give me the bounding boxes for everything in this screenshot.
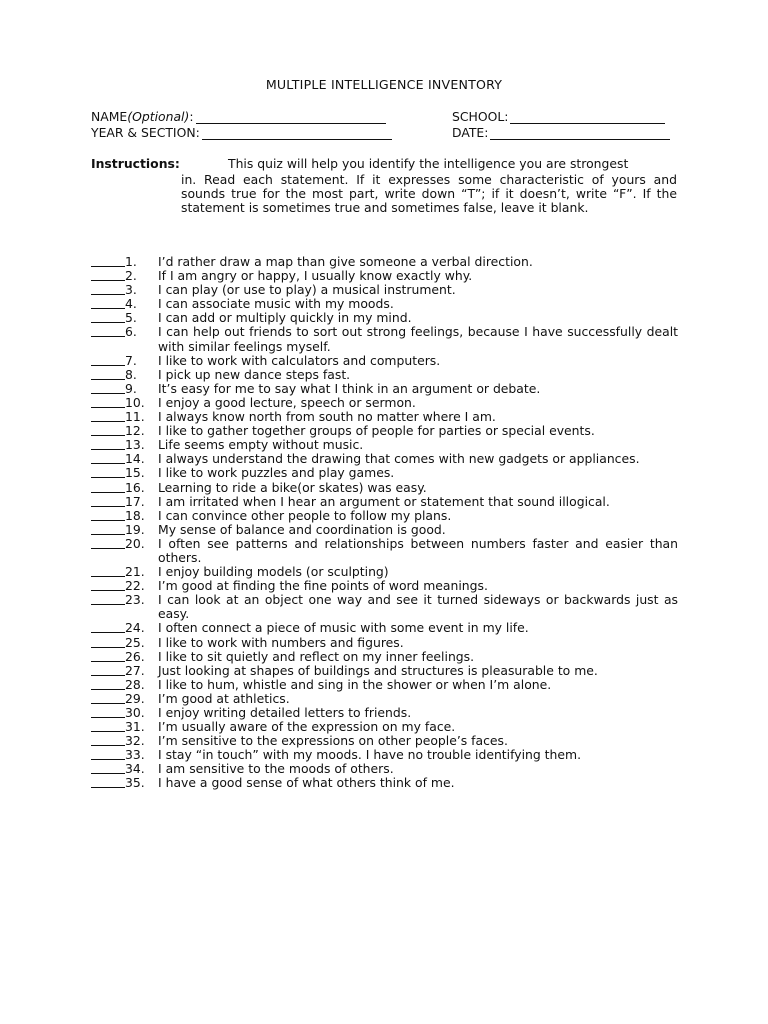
answer-blank[interactable] bbox=[91, 466, 125, 478]
statement-number: 2. bbox=[125, 268, 137, 284]
statement-number: 31. bbox=[125, 719, 145, 735]
statement-item bbox=[91, 509, 678, 523]
instructions-label: Instructions: bbox=[91, 156, 180, 171]
statement-item bbox=[91, 650, 678, 664]
answer-blank[interactable] bbox=[91, 523, 125, 535]
statement-text: Just looking at shapes of buildings and structures is pleasurable to me. bbox=[158, 662, 598, 678]
page-title: MULTIPLE INTELLIGENCE INVENTORY bbox=[265, 77, 503, 92]
statement-text: I can convince other people to follow my plans. bbox=[158, 507, 452, 523]
statement-item bbox=[91, 410, 678, 424]
statement-item bbox=[91, 664, 678, 678]
statement-item bbox=[91, 565, 678, 579]
statement-text: I am sensitive to the moods of others. bbox=[158, 761, 394, 777]
statement-item bbox=[91, 297, 678, 311]
statement-text: I’m sensitive to the expressions on other people’s faces. bbox=[158, 733, 508, 749]
statement-text: I like to work with calculators and computers. bbox=[158, 352, 441, 368]
statement-number: 26. bbox=[125, 648, 145, 664]
statement-text: I enjoy writing detailed letters to friends. bbox=[158, 705, 412, 720]
statement-text: I pick up new dance steps fast. bbox=[158, 366, 351, 382]
statement-item bbox=[91, 523, 678, 537]
statement-text: I stay “in touch” with my moods. I have no trouble identifying them. bbox=[158, 747, 582, 763]
statement-number: 23. bbox=[125, 592, 145, 608]
statement-item bbox=[91, 720, 678, 734]
name-label: NAME(Optional): bbox=[91, 109, 194, 124]
answer-blank[interactable] bbox=[91, 354, 125, 366]
answer-blank[interactable] bbox=[91, 692, 125, 704]
statement-item bbox=[91, 748, 678, 762]
statement-number: 27. bbox=[125, 662, 145, 678]
year-section-label: YEAR & SECTION: bbox=[91, 125, 200, 140]
statement-item bbox=[91, 368, 678, 382]
instructions-heading-line bbox=[91, 157, 679, 171]
statement-number: 34. bbox=[125, 761, 145, 777]
name-field bbox=[91, 110, 386, 124]
statement-text: I like to sit quietly and reflect on my inner feelings. bbox=[158, 648, 475, 664]
year-section-input-line[interactable] bbox=[202, 128, 392, 140]
statement-number: 4. bbox=[125, 296, 137, 312]
answer-blank[interactable] bbox=[91, 776, 125, 788]
answer-blank[interactable] bbox=[91, 283, 125, 295]
answer-blank[interactable] bbox=[91, 368, 125, 380]
answer-blank[interactable] bbox=[91, 579, 125, 591]
statement-number: 21. bbox=[125, 564, 145, 580]
statement-text: Learning to ride a bike(or skates) was easy. bbox=[158, 479, 427, 495]
statement-number: 12. bbox=[125, 423, 145, 439]
statement-item bbox=[91, 537, 678, 565]
statement-text: I can add or multiply quickly in my mind. bbox=[158, 310, 412, 326]
statement-item bbox=[91, 466, 678, 480]
statement-number: 25. bbox=[125, 634, 145, 650]
statement-item bbox=[91, 452, 678, 466]
statement-text: My sense of balance and coordination is good. bbox=[158, 521, 446, 537]
statement-text: I can associate music with my moods. bbox=[158, 296, 394, 312]
answer-blank[interactable] bbox=[91, 424, 125, 436]
answer-blank[interactable] bbox=[91, 650, 125, 662]
answer-blank[interactable] bbox=[91, 255, 125, 267]
statement-number: 33. bbox=[125, 747, 145, 763]
statement-item bbox=[91, 579, 678, 593]
instructions-body: in. Read each statement. If it expresses some characteristic of yours and sounds true for the most part, write down “T”; if it doesn’t, write “F”. If the statement is sometimes true and sometimes false, leave it blank. bbox=[181, 172, 677, 216]
statement-number: 24. bbox=[125, 620, 145, 636]
statement-item bbox=[91, 438, 678, 452]
statement-item bbox=[91, 283, 678, 297]
statement-item bbox=[91, 678, 678, 692]
statement-item bbox=[91, 269, 678, 283]
statement-text: I like to work with numbers and figures. bbox=[158, 634, 404, 650]
statement-text: It’s easy for me to say what I think in an argument or debate. bbox=[158, 380, 541, 396]
statement-number: 9. bbox=[125, 380, 137, 396]
statement-item bbox=[91, 424, 678, 438]
statement-number: 35. bbox=[125, 775, 145, 791]
answer-blank[interactable] bbox=[91, 396, 125, 408]
statement-item bbox=[91, 706, 678, 720]
statement-text: I’m good at athletics. bbox=[158, 690, 290, 706]
statement-number: 32. bbox=[125, 733, 145, 749]
statement-text: If I am angry or happy, I usually know exactly why. bbox=[158, 268, 473, 284]
statement-number: 5. bbox=[125, 310, 137, 326]
statement-text: I can play (or use to play) a musical instrument. bbox=[158, 282, 456, 298]
answer-blank[interactable] bbox=[91, 495, 125, 507]
answer-blank[interactable] bbox=[91, 452, 125, 464]
statement-item bbox=[91, 621, 678, 635]
name-input-line[interactable] bbox=[196, 112, 386, 124]
statement-item bbox=[91, 325, 678, 353]
statement-item bbox=[91, 481, 678, 495]
statement-number: 19. bbox=[125, 521, 145, 537]
answer-blank[interactable] bbox=[91, 410, 125, 422]
statement-number: 17. bbox=[125, 493, 145, 509]
statement-number: 16. bbox=[125, 479, 145, 495]
statement-number: 10. bbox=[125, 394, 145, 410]
statement-item bbox=[91, 734, 678, 748]
statement-number: 8. bbox=[125, 366, 137, 382]
statement-item bbox=[91, 593, 678, 621]
answer-blank[interactable] bbox=[91, 664, 125, 676]
date-label: DATE: bbox=[452, 125, 489, 140]
answer-blank[interactable] bbox=[91, 325, 125, 337]
statement-text: I have a good sense of what others think of me. bbox=[158, 775, 455, 791]
statement-text: I often connect a piece of music with some event in my life. bbox=[158, 620, 529, 636]
date-field bbox=[452, 126, 670, 140]
statement-number: 6. bbox=[125, 324, 137, 340]
answer-blank[interactable] bbox=[91, 438, 125, 450]
school-input-line[interactable] bbox=[510, 112, 665, 124]
answer-blank[interactable] bbox=[91, 720, 125, 732]
answer-blank[interactable] bbox=[91, 565, 125, 577]
instructions-first-line: This quiz will help you identify the intelligence you are strongest bbox=[228, 156, 629, 171]
statement-item bbox=[91, 382, 678, 396]
statement-item bbox=[91, 495, 678, 509]
statement-text: I’m good at finding the fine points of word meanings. bbox=[158, 578, 488, 594]
statement-text: I’d rather draw a map than give someone a verbal direction. bbox=[158, 254, 533, 269]
answer-blank[interactable] bbox=[91, 593, 125, 605]
statement-text: I like to gather together groups of people for parties or special events. bbox=[158, 423, 595, 439]
answer-blank[interactable] bbox=[91, 734, 125, 746]
statement-number: 1. bbox=[125, 254, 137, 269]
answer-blank[interactable] bbox=[91, 382, 125, 394]
statement-number: 14. bbox=[125, 451, 145, 467]
statement-text: I often see patterns and relationships between numbers faster and easier than others. bbox=[158, 535, 678, 565]
answer-blank[interactable] bbox=[91, 748, 125, 760]
statement-item bbox=[91, 255, 678, 269]
statement-number: 7. bbox=[125, 352, 137, 368]
statement-text: I always understand the drawing that comes with new gadgets or appliances. bbox=[158, 451, 640, 467]
answer-blank[interactable] bbox=[91, 678, 125, 690]
statement-item bbox=[91, 762, 678, 776]
answer-blank[interactable] bbox=[91, 481, 125, 493]
statement-number: 20. bbox=[125, 535, 145, 551]
school-label: SCHOOL: bbox=[452, 109, 509, 124]
statement-text: I like to work puzzles and play games. bbox=[158, 465, 395, 481]
answer-blank[interactable] bbox=[91, 636, 125, 648]
answer-blank[interactable] bbox=[91, 706, 125, 718]
statement-number: 13. bbox=[125, 437, 145, 453]
school-field bbox=[452, 110, 665, 124]
statement-text: I can help out friends to sort out strong feelings, because I have successfully dealt with similar feelings myself. bbox=[158, 324, 678, 354]
statement-text: I enjoy a good lecture, speech or sermon. bbox=[158, 394, 416, 410]
statement-number: 29. bbox=[125, 690, 145, 706]
date-input-line[interactable] bbox=[490, 128, 670, 140]
statement-text: I like to hum, whistle and sing in the shower or when I’m alone. bbox=[158, 676, 552, 692]
statement-text: I always know north from south no matter where I am. bbox=[158, 409, 496, 425]
answer-blank[interactable] bbox=[91, 311, 125, 323]
statement-item bbox=[91, 354, 678, 368]
statement-text: I am irritated when I hear an argument or statement that sound illogical. bbox=[158, 493, 610, 509]
year-section-field bbox=[91, 126, 392, 140]
statement-text: I can look at an object one way and see it turned sideways or backwards just as easy. bbox=[158, 592, 678, 622]
answer-blank[interactable] bbox=[91, 269, 125, 281]
statement-text: I’m usually aware of the expression on my face. bbox=[158, 719, 456, 735]
answer-blank[interactable] bbox=[91, 762, 125, 774]
statement-list bbox=[91, 255, 678, 791]
statement-item bbox=[91, 636, 678, 650]
answer-blank[interactable] bbox=[91, 297, 125, 309]
answer-blank[interactable] bbox=[91, 537, 125, 549]
answer-blank[interactable] bbox=[91, 509, 125, 521]
statement-item bbox=[91, 776, 678, 790]
statement-number: 18. bbox=[125, 507, 145, 523]
statement-item bbox=[91, 311, 678, 325]
statement-text: Life seems empty without music. bbox=[158, 437, 364, 453]
statement-text: I enjoy building models (or sculpting) bbox=[158, 564, 389, 580]
statement-item bbox=[91, 396, 678, 410]
statement-number: 22. bbox=[125, 578, 145, 594]
answer-blank[interactable] bbox=[91, 621, 125, 633]
statement-number: 15. bbox=[125, 465, 145, 481]
statement-number: 11. bbox=[125, 409, 145, 425]
statement-number: 30. bbox=[125, 705, 145, 720]
statement-number: 28. bbox=[125, 676, 145, 692]
statement-number: 3. bbox=[125, 282, 137, 298]
statement-item bbox=[91, 692, 678, 706]
